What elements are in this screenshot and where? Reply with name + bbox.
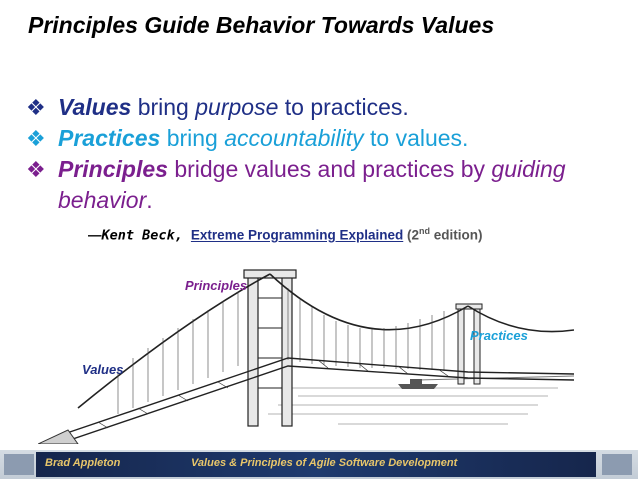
bullet-text: to practices.: [278, 94, 409, 120]
bullet-emphasis: accountability: [224, 125, 364, 151]
bullet-principles: [24, 154, 624, 216]
book-title-link[interactable]: Extreme Programming Explained: [190, 227, 404, 243]
bullet-text: to values.: [363, 125, 469, 151]
bullet-text: bring: [131, 94, 196, 120]
bullet-text: bridge values and practices by: [167, 156, 492, 182]
attribution-quote: [88, 226, 483, 244]
edition-close: edition): [430, 227, 483, 243]
bullet-term: Practices: [58, 125, 161, 151]
slide-footer: [0, 450, 638, 479]
label-practices: Practices: [470, 328, 528, 343]
bullet-list: [24, 92, 624, 216]
diamond-bullet-icon: ❖: [26, 157, 46, 182]
bullet-practices: [24, 123, 624, 154]
bridge-illustration: [38, 258, 574, 444]
footer-tile-left: [4, 454, 34, 475]
edition-open: (2: [403, 227, 420, 243]
label-values: Values: [82, 362, 124, 377]
bullet-emphasis: guiding behavior: [58, 156, 566, 213]
label-principles: Principles: [185, 278, 248, 293]
diamond-bullet-icon: ❖: [26, 126, 46, 151]
quote-author: Kent Beck: [101, 227, 175, 244]
bullet-term: Principles: [58, 156, 168, 182]
quote-comma: ,: [174, 227, 191, 244]
bullet-term: Values: [58, 94, 132, 120]
bullet-emphasis: purpose: [195, 94, 279, 120]
slide-title: Principles Guide Behavior Towards Values: [28, 12, 495, 38]
bullet-values: [24, 92, 624, 123]
bridge-drawing: [38, 258, 574, 444]
quote-dash: —: [88, 227, 102, 243]
bullet-text: bring: [160, 125, 225, 151]
footer-author: Brad Appleton: [45, 457, 121, 469]
edition-superscript: nd: [419, 226, 431, 236]
footer-tile-right: [602, 454, 632, 475]
footer-title: Values & Principles of Agile Software Development: [191, 457, 458, 469]
diamond-bullet-icon: ❖: [26, 95, 46, 120]
bullet-text: .: [146, 187, 153, 213]
